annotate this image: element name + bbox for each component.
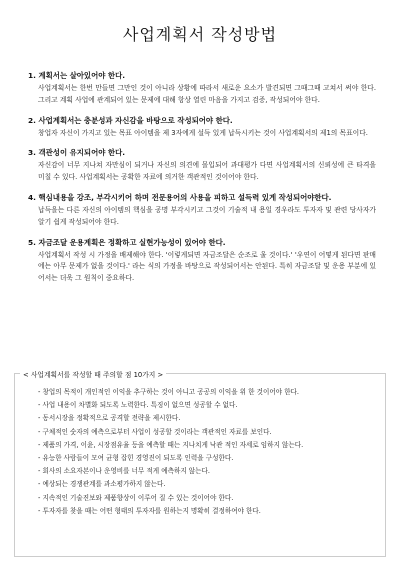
section-heading: 2. 사업계획서는 충분성과 자신감을 바탕으로 작성되어야 한다. — [28, 115, 233, 125]
tip-item: - 유능한 사람들이 모여 균형 잡힌 경영진이 되도록 인력을 구성한다. — [38, 454, 234, 463]
section-heading: 3. 객관성이 유지되어야 한다. — [28, 148, 126, 158]
section-heading: 5. 자금조달 운용계획은 정확하고 실현가능성이 있어야 한다. — [28, 237, 226, 247]
tips-title: < 사업계획서를 작성할 때 주의할 점 10가지 > — [20, 370, 166, 381]
section-2 — [28, 115, 376, 140]
tip-item: - 제품의 가격, 이윤, 시장점유율 등을 예측할 때는 지나치게 낙관 적인 자세로 임하지 않는다. — [38, 440, 304, 449]
tip-item: - 창업의 목적이 개인적인 이익을 추구하는 것이 아니고 공공의 이익을 위 한 것이어야 한다. — [38, 388, 300, 396]
sections-container — [28, 70, 376, 293]
tip-item: - 구체적인 숫자의 예측으로부터 사업이 성공할 것이라는 객관적인 자료를 보인다. — [38, 427, 272, 436]
section-body: 사업계획서는 한번 만들면 그만인 것이 아니라 상황에 따라서 새로운 요소가 발견되면 그때그때 고쳐서 써야 한다. 그리고 계획 사업에 관계되어 있는 문제에 대해 항상 열린 마음을 가지고 검증, 작성되어야 한다. — [38, 84, 376, 104]
section-body: 납득을는 다른 자신의 아이템의 핵심을 공명 부각시키고 그것이 기술적 내 용일 경우라도 투자자 및 관련 당사자가 알기 쉽게 작성되어야 한다. — [38, 205, 376, 226]
tips-list — [38, 386, 378, 518]
section-body: 자신감이 너무 지나쳐 자만심이 되거나 자신의 의견에 몰입되어 과대평가 다면 사업계획서의 신뢰성에 큰 타격을 미칠 수 있다. 사업계획서는 공확한 자료에 의거한 객관적인 것이어야 한다. — [38, 161, 376, 182]
section-1 — [28, 70, 376, 107]
section-4 — [28, 192, 376, 229]
tip-item: - 동서시장을 정확적으로 공격할 전략을 제시한다. — [38, 414, 181, 423]
tip-item: - 회사의 소요자본이나 운영비를 너무 적게 예측하지 않는다. — [38, 467, 211, 476]
section-3 — [28, 147, 376, 184]
section-body: 창업자 자신이 가지고 있는 목표 아이템을 제 3자에게 설득 있게 납득시키는 것이 사업계획서의 제1의 목표이다. — [38, 128, 368, 137]
tip-item: - 예상되는 경쟁관계를 과소평가하지 않는다. — [38, 480, 166, 489]
section-body: 사업계획서 작성 시 가정을 배제해야 한다. '이렇게되면 자금조달은 순조로 울 것이다.' '우연이 어떻게 된다면 판매에는 아무 문제가 없을 것이다.' 라는 식의 가정을 바탕으로 작성되어서는 안된다. 특히 자금조달 및 운용 부분에 있어서는 더욱 그 원칙이 중요하다. — [38, 250, 376, 283]
section-heading: 1. 계획서는 살아있어야 한다. — [28, 71, 126, 80]
section-5 — [28, 237, 376, 285]
tip-item: - 지속적인 기술진보와 제품향상이 이루어 질 수 있는 것이어야 한다. — [38, 493, 234, 502]
section-heading: 4. 핵심내용을 강조, 부각시키어 하며 전문용어의 사용을 피하고 설득력 있게 작성되어야한다. — [28, 192, 332, 202]
tip-item: - 사업 내용이 차별화 되도록 노력한다. 특징이 없으면 성공할 수 없다. — [38, 401, 238, 410]
page-title: 사업계획서 작성방법 — [122, 25, 278, 44]
tip-item: - 투자자를 찾을 때는 어떤 형태의 투자자를 원하는지 명확히 결정하여야 한다. — [38, 506, 261, 515]
